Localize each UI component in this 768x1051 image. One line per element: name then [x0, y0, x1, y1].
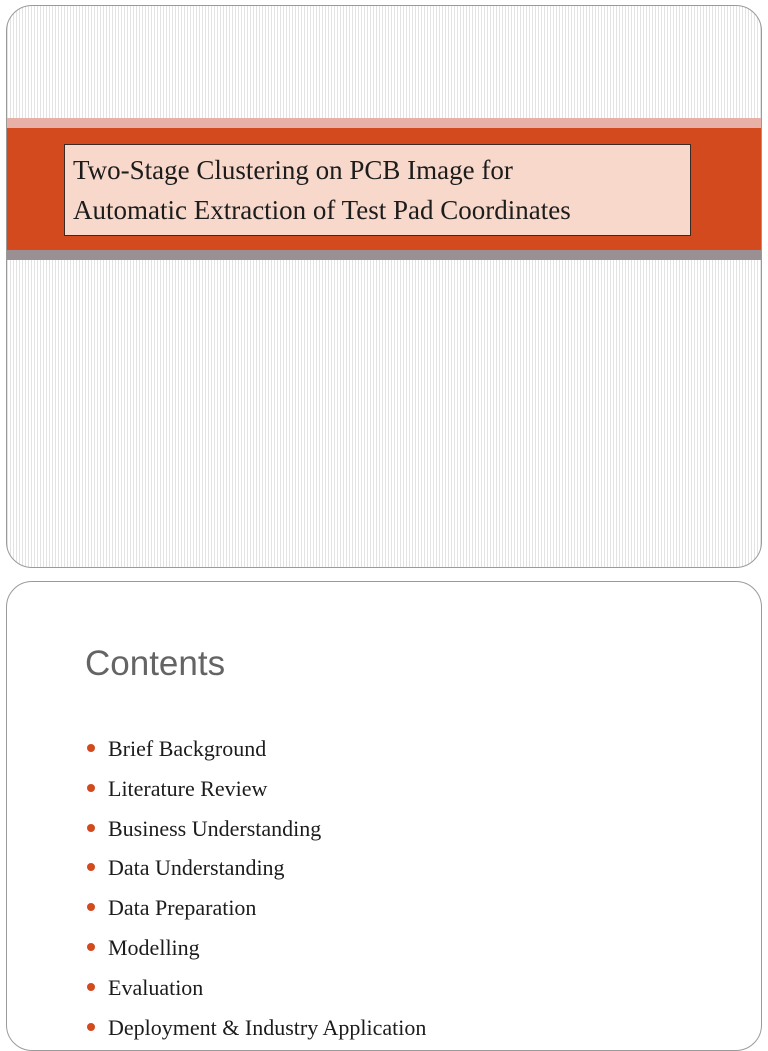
contents-item-label: Brief Background — [108, 736, 267, 761]
slide-title-line-1: Two-Stage Clustering on PCB Image for — [73, 155, 513, 185]
bullet-icon — [87, 903, 95, 911]
contents-item — [85, 809, 426, 849]
contents-item-label: Data Preparation — [108, 895, 257, 921]
contents-item-label: Deployment & Industry Application — [108, 1014, 427, 1040]
contents-item — [85, 848, 426, 888]
title-band-top-stripe — [7, 118, 761, 128]
title-slide — [6, 5, 762, 568]
slide-title-line-2: Automatic Extraction of Test Pad Coordinates — [73, 195, 571, 225]
contents-item-label: Modelling — [108, 934, 200, 960]
bullet-icon — [87, 1023, 95, 1031]
contents-item — [85, 769, 426, 809]
bullet-icon — [87, 863, 95, 871]
slide-title-box — [64, 144, 691, 236]
contents-item-label: Data Understanding — [108, 855, 285, 881]
title-band-bottom-stripe — [7, 250, 761, 260]
contents-item-label: Evaluation — [108, 974, 204, 1000]
bullet-icon — [87, 824, 95, 832]
contents-slide — [6, 581, 762, 1051]
contents-list — [85, 729, 426, 1047]
contents-heading: Contents — [85, 644, 226, 683]
contents-item — [85, 968, 426, 1008]
bullet-icon — [87, 983, 95, 991]
bullet-icon — [87, 744, 95, 752]
contents-item — [85, 888, 426, 928]
contents-item-label: Business Understanding — [108, 815, 322, 841]
contents-item — [85, 928, 426, 968]
contents-item-label: Literature Review — [108, 775, 268, 801]
bullet-icon — [87, 784, 95, 792]
bullet-icon — [87, 943, 95, 951]
contents-item — [85, 729, 426, 769]
contents-item — [85, 1008, 426, 1048]
